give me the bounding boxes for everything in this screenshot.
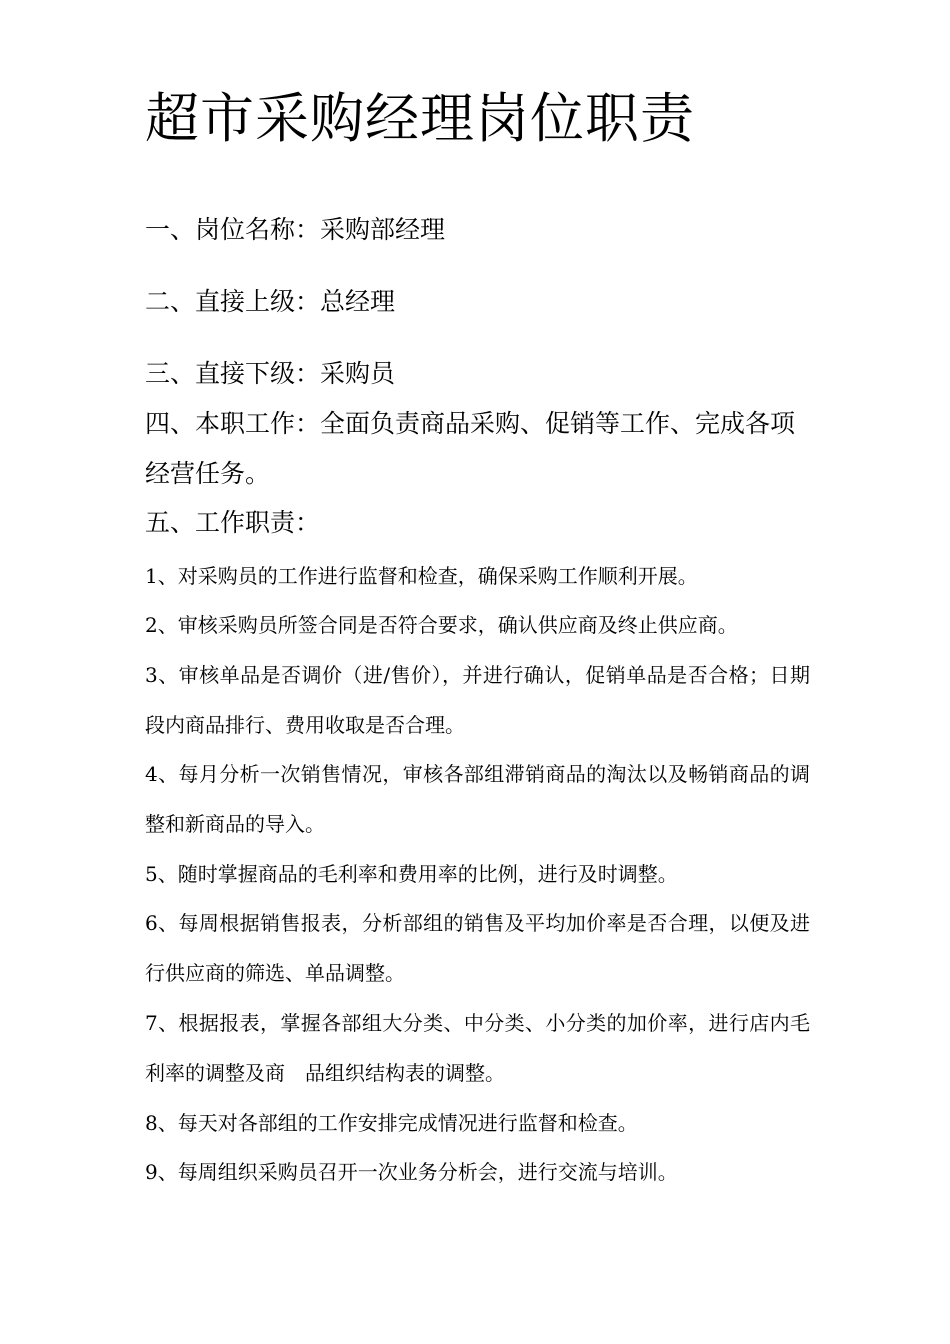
duty-item-6: 6、每周根据销售报表，分析部组的销售及平均加价率是否合理，以便及进行供应商的筛选、单品调整。 [145,911,810,985]
duty-item-3: 3、审核单品是否调价（进/售价），并进行确认，促销单品是否合格；日期段内商品排行、费用收取是否合理。 [145,663,810,737]
duty-item-8: 8、每天对各部组的工作安排完成情况进行监督和检查。 [145,1111,638,1135]
duty-item-4: 4、每月分析一次销售情况，审核各部组滞销商品的淘汰以及畅销商品的调整和新商品的导入。 [145,762,810,836]
duty-item-9: 9、每周组织采购员召开一次业务分析会，进行交流与培训。 [145,1160,678,1184]
duty-item-7: 7、根据报表，掌握各部组大分类、中分类、小分类的加价率，进行店内毛利率的调整及商 品组织结构表的调整。 [145,1011,810,1085]
duty-item-1: 1、对采购员的工作进行监督和检查，确保采购工作顺利开展。 [145,564,698,588]
section-duties-heading: 五、工作职责： [145,508,321,537]
duty-item-5: 5、随时掌握商品的毛利率和费用率的比例，进行及时调整。 [145,862,678,886]
document-title: 超市采购经理岗位职责 [145,87,695,150]
section-main-work: 四、本职工作：全面负责商品采购、促销等工作、完成各项经营任务。 [145,409,796,488]
duty-item-2: 2、审核采购员所签合同是否符合要求，确认供应商及终止供应商。 [145,613,738,637]
section-position-name: 一、岗位名称：采购部经理 [145,215,446,244]
section-direct-subordinate: 三、直接下级：采购员 [145,359,396,388]
section-direct-superior: 二、直接上级：总经理 [145,287,396,316]
